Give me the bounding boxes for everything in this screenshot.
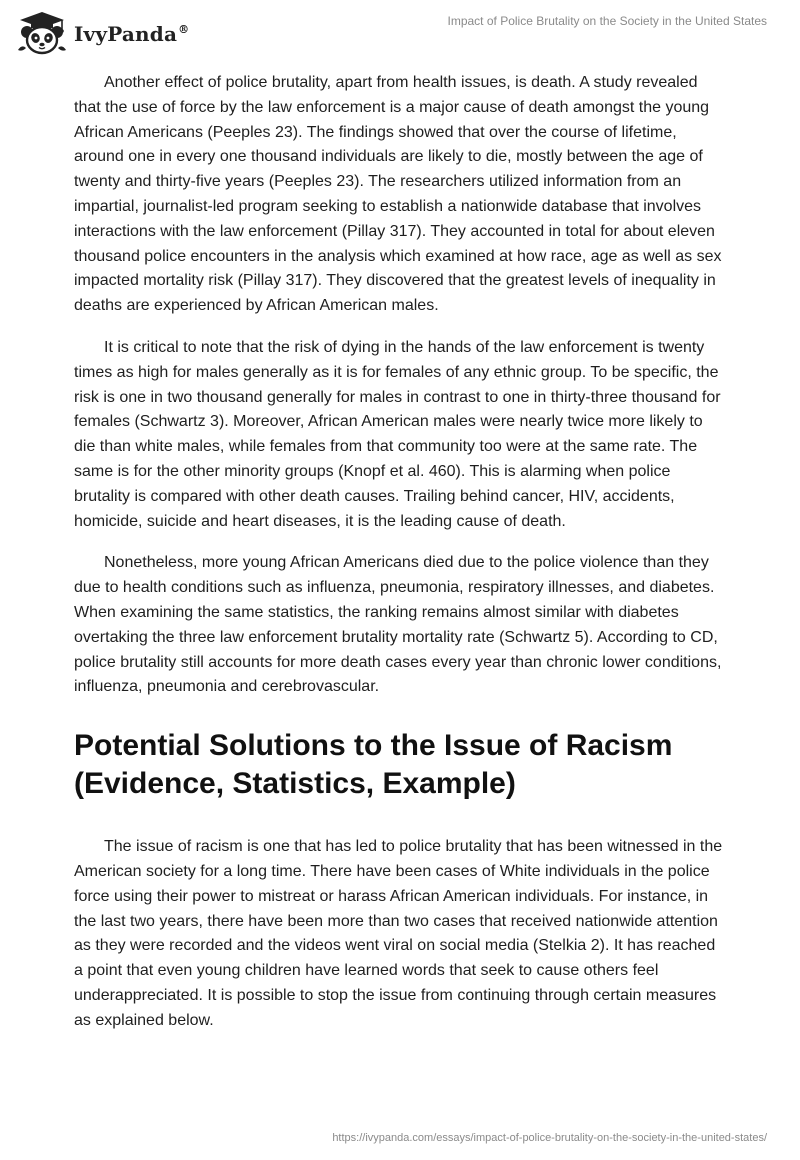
brand-name: IvyPanda® — [74, 22, 190, 46]
source-url[interactable]: https://ivypanda.com/essays/impact-of-police-brutality-on-the-society-in-the-united-states/ — [332, 1132, 767, 1144]
paragraph-health-comparison: Nonetheless, more young African Americans died due to the police violence than they due to health conditions such as influenza, pneumonia, respiratory illnesses, and diabetes. When examining the same statistics, the ranking remains almost similar with diabetes overtaking the three law enforcement brutality mortality rate (Schwartz 5). According to CD, police brutality still accounts for more death cases every year than chronic lower conditions, influenza, pneumonia and cerebrovascular. — [74, 554, 722, 696]
registered-mark: ® — [178, 23, 190, 37]
page-header — [0, 0, 800, 64]
panda-graduation-cap-icon — [14, 10, 70, 56]
ivypanda-logo[interactable] — [14, 10, 189, 56]
section-heading: Potential Solutions to the Issue of Racism (Evidence, Statistics, Example) — [74, 729, 673, 801]
paragraph-risk-by-sex: It is critical to note that the risk of dying in the hands of the law enforcement is twenty times as high for males generally as it is for females of any ethnic group. To be specific, the risk is one in two thousand generally for males in contrast to one in thirty-three thousand for females (Schwartz 3). Moreover, African American males were nearly twice more likely to die than white males, while females from that community too were at the same rate. The same is for the other minority groups (Knopf et al. 460). This is alarming when police brutality is compared with other death causes. Trailing behind cancer, HIV, accidents, homicide, suicide and heart diseases, it is the leading cause of death. — [74, 338, 721, 530]
paragraph-death-effect: Another effect of police brutality, apart from health issues, is death. A study revealed that the use of force by the law enforcement is a major cause of death amongst the young African Americans (Peeples 23). The findings showed that over the course of lifetime, around one in every one thousand individuals are likely to die, mostly between the age of twenty and thirty-five years (Peeples 23). The researchers utilized information from an impartial, journalist-led program seeking to establish a nationwide database that involves interactions with the law enforcement (Pillay 317). They accounted in total for about eleven thousand police encounters in the analysis which examined at how race, age as well as sex impacted mortality risk (Pillay 317). They discovered that the greatest levels of inequality in deaths are experienced by African American males. — [74, 74, 722, 315]
essay-content — [74, 71, 728, 1051]
document-title: Impact of Police Brutality on the Society in the United States — [447, 14, 767, 28]
paragraph-racism-issue: The issue of racism is one that has led to police brutality that has been witnessed in the American society for a long time. There have been cases of White individuals in the police force using their power to mistreat or harass African American individuals. For instance, in the last two years, there have been more than two cases that received nationwide attention as they were recorded and the videos went viral on social media (Stelkia 2). It has reached a point that even young children have learned words that seek to cause others feel underappreciated. It is possible to stop the issue from continuing through certain measures as explained below. — [74, 838, 723, 1029]
